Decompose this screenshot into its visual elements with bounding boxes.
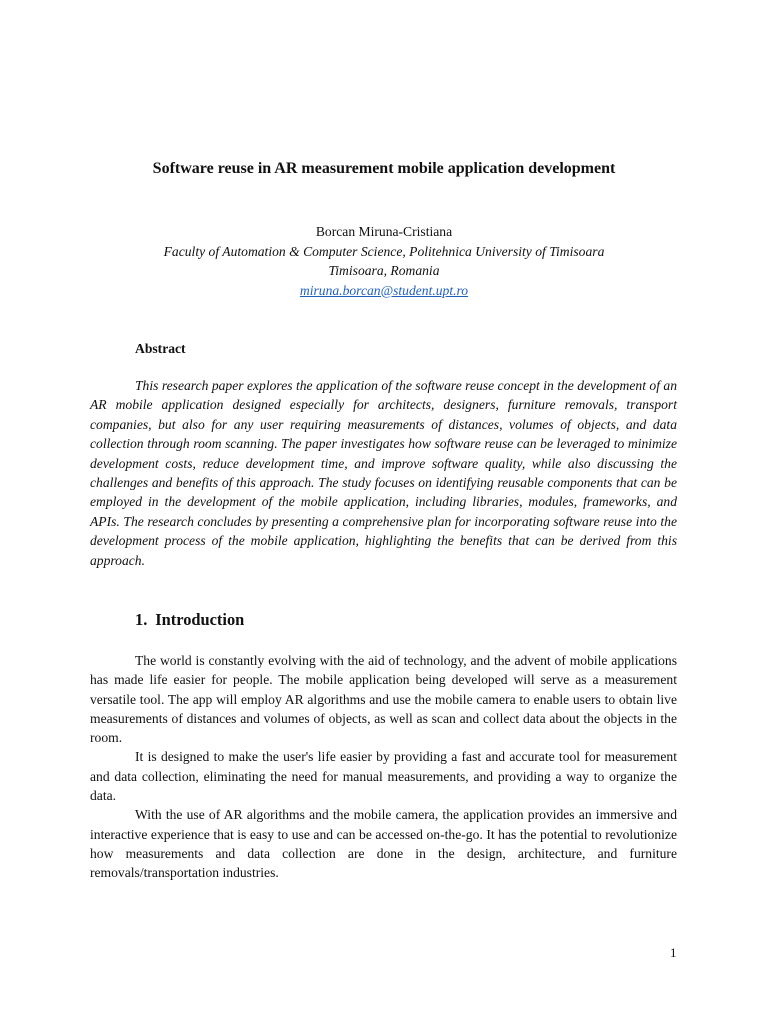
paragraph: It is designed to make the user's life easier by providing a fast and accurate tool for measurement and data collection, eliminating the need for manual measurements, and providing a way to organize the data. [90, 749, 677, 804]
author-email-link[interactable]: miruna.borcan@student.upt.ro [299, 282, 469, 298]
paragraph: The world is constantly evolving with the aid of technology, and the advent of mobile applications has made life easier for people. The mobile application being developed will serve as a measurement versatile tool. The app will employ AR algorithms and use the mobile camera to enable users to obtain live measurements of distances and volumes of objects, as well as scan and collect data about the objects in the room. [90, 653, 677, 746]
author-block [0, 222, 768, 300]
abstract-text: This research paper explores the application of the software reuse concept in the development of an AR mobile application designed especially for architects, designers, furniture removals, transport companies, but also for any user requiring measurements of distances, volumes of objects, and data collection through room scanning. The paper investigates how software reuse can be leveraged to minimize development costs, reduce development time, and improve software quality, while also discussing the challenges and benefits of this approach. The study focuses on identifying reusable components that can be employed in the development of the mobile application, including libraries, modules, frameworks, and APIs. The research concludes by presenting a comprehensive plan for incorporating software reuse into the development process of the mobile application, highlighting the benefits that can be derived from this approach. [90, 378, 677, 568]
paper-title: Software reuse in AR measurement mobile application development [152, 160, 616, 177]
section-body [90, 651, 677, 883]
page-number: 1 [670, 945, 677, 960]
author-location: Timisoara, Romania [328, 263, 440, 279]
section-heading [135, 609, 244, 631]
abstract-heading: Abstract [135, 341, 186, 356]
section-title: Introduction [155, 610, 245, 629]
author-name: Borcan Miruna-Cristiana [315, 224, 453, 239]
author-affiliation: Faculty of Automation & Computer Science, Politehnica University of Timisoara [163, 243, 605, 259]
paragraph: With the use of AR algorithms and the mobile camera, the application provides an immersive and interactive experience that is easy to use and can be accessed on-the-go. It has the potential to revolutionize how measurements and data collection are done in the design, architecture, and furniture removals/transportation industries. [90, 807, 677, 881]
section-number: 1. [135, 610, 148, 629]
